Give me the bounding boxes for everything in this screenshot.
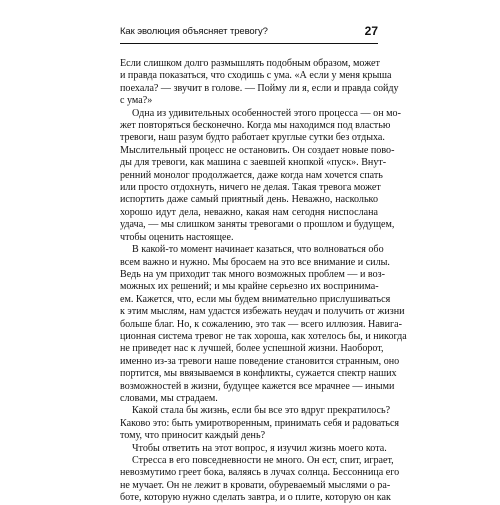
text-line: Одна из удивительных особенностей этого процесса — он мо- <box>132 107 401 119</box>
text-line: или просто отдохнуть, ничего не делая. Такая тревога может <box>120 182 381 194</box>
text-line: словами, мы страдаем. <box>120 392 218 404</box>
body-text <box>120 58 407 505</box>
chapter-title: Как эволюция объясняет тревогу? <box>120 26 268 37</box>
text-line: хорошо идут дела, неважно, какая нам сегодня ниспослана <box>120 206 378 218</box>
text-line: можных их решений; и мы крайне серьезно их воспринима- <box>120 281 379 293</box>
text-line: Какой стала бы жизнь, если бы все это вдруг прекратилось? <box>132 405 391 417</box>
text-line: Стресса в его повседневности не много. Он ест, спит, играет, <box>132 455 394 466</box>
text-line: тревоги, наш разум будто работает круглые сутки без отдыха. <box>120 132 385 144</box>
paragraph <box>120 455 400 505</box>
text-line: не мучает. Он не лежит в кровати, обуреваемый мыслями о ра- <box>120 479 391 491</box>
text-line: Если слишком долго размышлять подобным образом, может <box>120 58 380 69</box>
text-line: поехала? — звучит в голове. — Пойму ли я, если и правда сойду <box>120 82 399 94</box>
paragraph <box>120 405 400 442</box>
text-line: испортить даже самый приятный день. Неважно, насколько <box>120 194 378 206</box>
text-line: не приведет нас к лучшей, более успешной жизни. Наоборот, <box>120 343 384 355</box>
text-line: и правда показаться, что сходишь с ума. «А если у меня крыша <box>120 70 392 82</box>
text-line: больше благ. Но, к сожалению, это так — всего иллюзия. Навига- <box>120 318 402 330</box>
text-line: к этим мыслям, нам удастся избежать неудач и получить от жизни <box>120 306 405 318</box>
text-line: портится, мы ввязываемся в конфликты, сужается спектр наших <box>120 368 397 380</box>
text-line: с ума?» <box>120 95 153 107</box>
text-line: всем важно и нужно. Мы бросаем на это все внимание и силы. <box>120 256 390 268</box>
running-header <box>120 26 378 42</box>
text-line: Ведь на ум приходит так много возможных проблем — и воз- <box>120 268 385 280</box>
text-line: Мыслительный процесс не остановить. Он создает новые пово- <box>120 144 395 156</box>
text-line: ционная система тревог не так хороша, как хотелось бы, и никогда <box>120 330 407 342</box>
text-line: боте, которую нужно сделать завтра, и о плите, которую он как <box>120 492 391 504</box>
text-line: ренний монолог продолжается, даже когда нам хочется спать <box>120 169 383 181</box>
paragraph <box>120 58 399 108</box>
text-line: удача, — мы слишком заняты тревогами о прошлом и будущем, <box>120 219 395 231</box>
text-line: тому, что приносит каждый день? <box>120 430 266 442</box>
paragraph <box>120 442 387 455</box>
paragraph <box>120 107 401 244</box>
text-line: возможностей в жизни, будущее кажется все мрачнее — иными <box>120 380 395 392</box>
text-line: именно из-за тревоги наше поведение становится странным, оно <box>120 355 400 367</box>
text-line: ем. Кажется, что, если мы будем внимательно прислушиваться <box>120 293 391 305</box>
page-number: 27 <box>364 24 378 38</box>
paragraph <box>120 244 407 405</box>
text-line: жет повторяться бесконечно. Когда мы находимся под властью <box>120 120 391 132</box>
text-line: ды для тревоги, как машина с заевшей кнопкой «пуск». Внут- <box>120 157 387 169</box>
text-line: В какой-то момент начинает казаться, что волноваться обо <box>132 244 384 256</box>
text-line: Чтобы ответить на этот вопрос, я изучил жизнь моего кота. <box>132 442 387 454</box>
text-line: чтобы оценить настоящее. <box>120 231 234 243</box>
text-line: невозмутимо греет бока, валяясь в лучах солнца. Бессонница его <box>120 467 400 479</box>
text-line: Каково это: быть умиротворенным, принимать себя и радоваться <box>120 417 400 429</box>
header-rule <box>120 43 378 44</box>
